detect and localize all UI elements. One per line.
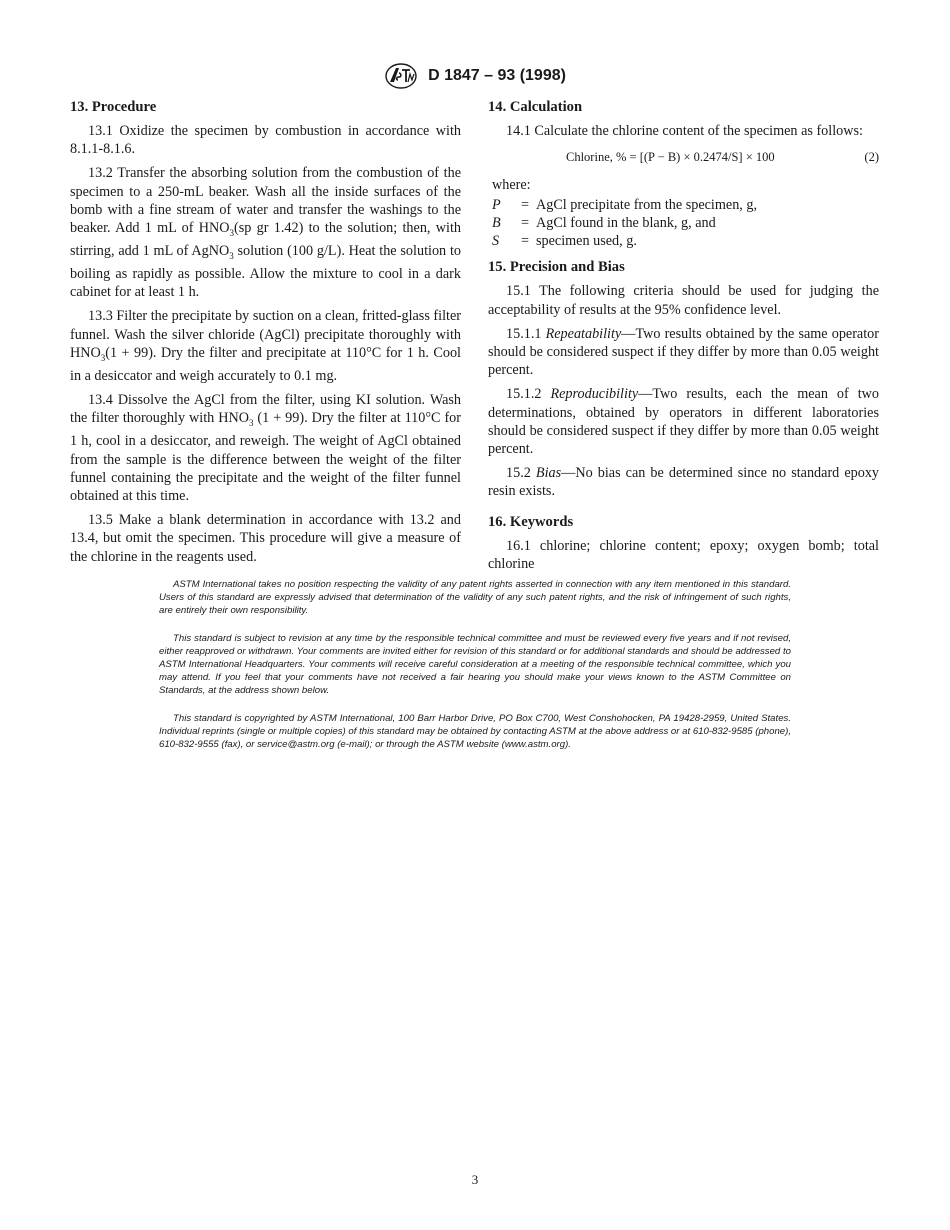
- standard-designation: D 1847 – 93 (1998): [428, 67, 566, 84]
- paragraph-13-5: 13.5 Make a blank determination in accordance with 13.2 and 13.4, but omit the specimen. This procedure will give a measure of the chlorine in the reagents used.: [70, 512, 461, 565]
- paragraph-15-1-2: 15.1.2 Reproducibility—Two results, each the mean of two determinations, obtained by operators in different laboratories should be considered suspect if they differ by more than 0.05 weight percent.: [488, 386, 879, 458]
- equation-number: (2): [864, 150, 879, 165]
- page-header: [0, 62, 950, 90]
- variable-row: P = AgCl precipitate from the specimen, g,: [492, 197, 758, 214]
- section-16-heading: 16. Keywords: [488, 513, 574, 530]
- right-column: [488, 98, 879, 579]
- section-14-heading: 14. Calculation: [488, 99, 583, 115]
- variable-definitions: [492, 196, 757, 250]
- revision-notice: This standard is subject to revision at any time by the responsible technical committee and must be reviewed every five years and if not revised, either reapproved or withdrawn. Your comments are invited either for revision of this standard or for additional standards and should be addressed to ASTM International Headquarters. Your comments will receive careful consideration at a meeting of the responsible technical committee, which you may attend. If you feel that your comments have not received a fair hearing you should make your views known to the ASTM Committee on Standards, at the address shown below.: [159, 632, 791, 697]
- paragraph-15-1-1: 15.1.1 Repeatability—Two results obtained by the same operator should be considered suspect if they differ by more than 0.05 weight percent.: [488, 325, 879, 379]
- section-13-heading: 13. Procedure: [70, 99, 157, 115]
- equation-formula: Chlorine, % = [(P − B) × 0.2474/S] × 100: [566, 150, 775, 165]
- left-column: [70, 98, 461, 572]
- variable-row: S = specimen used, g.: [492, 233, 637, 250]
- variable-row: B = AgCl found in the blank, g, and: [492, 215, 716, 232]
- page-number: 3: [471, 1172, 479, 1187]
- paragraph-16-1: 16.1 chlorine; chlorine content; epoxy; oxygen bomb; total chlorine: [488, 537, 879, 572]
- section-15-heading: 15. Precision and Bias: [488, 259, 625, 276]
- legal-notices: [159, 578, 791, 765]
- equation-2: [488, 146, 879, 168]
- paragraph-13-3: 13.3 Filter the precipitate by suction on a clean, fritted-glass filter funnel. Wash the silver chloride (AgCl) precipitate thoroughly with $HNO_3(1 + 99)$. Dry the filter and precipitate at 110°C for 1 h. Cool in a desiccator and weigh accurately to 0.1 mg.: [70, 308, 461, 384]
- paragraph-15-2: 15.2 Bias—No bias can be determined since no standard epoxy resin exists.: [488, 465, 880, 500]
- paragraph-13-2: 13.2 Transfer the absorbing solution from the combustion of the specimen to a 250-mL beaker. Wash all the inside surfaces of the bomb with a fine stream of water and transfer the washings to the beaker. Add 1 mL of $HNO_3(sp$ gr 1.42) to the solution; then, with stirring, add 1 mL of AgNO$_3$ solution (100 g/L). Heat the solution to boiling as rapidly as possible. Allow the mixture to cool in a dark cabinet for at least 1 h.: [70, 165, 461, 301]
- paragraph-15-1: 15.1 The following criteria should be used for judging the acceptability of results at the 95% confidence level.: [488, 283, 879, 318]
- paragraph-13-1: 13.1 Oxidize the specimen by combustion in accordance with 8.1.1-8.1.6.: [70, 123, 461, 158]
- patent-notice: ASTM International takes no position respecting the validity of any patent rights asserted in connection with any item mentioned in this standard. Users of this standard are expressly advised that determination of the validity of any such patent rights, and the risk of infringement of such rights, are entirely their own responsibility.: [159, 579, 791, 617]
- where-label: where:: [492, 177, 531, 194]
- astm-logo-icon: [384, 62, 418, 90]
- copyright-notice: This standard is copyrighted by ASTM International, 100 Barr Harbor Drive, PO Box C700, West Conshohocken, PA 19428-2959, United States. Individual reprints (single or multiple copies) of this standard may be obtained by contacting ASTM at the above address or at 610-832-9585 (phone), 610-832-9555 (fax), or service@astm.org (e-mail); or through the ASTM website (www.astm.org).: [159, 712, 791, 751]
- paragraph-14-1: 14.1 Calculate the chlorine content of the specimen as follows:: [506, 123, 863, 139]
- paragraph-13-4: 13.4 Dissolve the AgCl from the filter, using KI solution. Wash the filter thoroughly with $HNO_3$ (1 + 99). Dry the filter at 110°C for 1 h, cool in a desiccator, and reweigh. The weight of AgCl obtained from the sample is the difference between the weight of the filter funnel containing the precipitate and the weight of the filter funnel obtained at this time.: [70, 392, 461, 504]
